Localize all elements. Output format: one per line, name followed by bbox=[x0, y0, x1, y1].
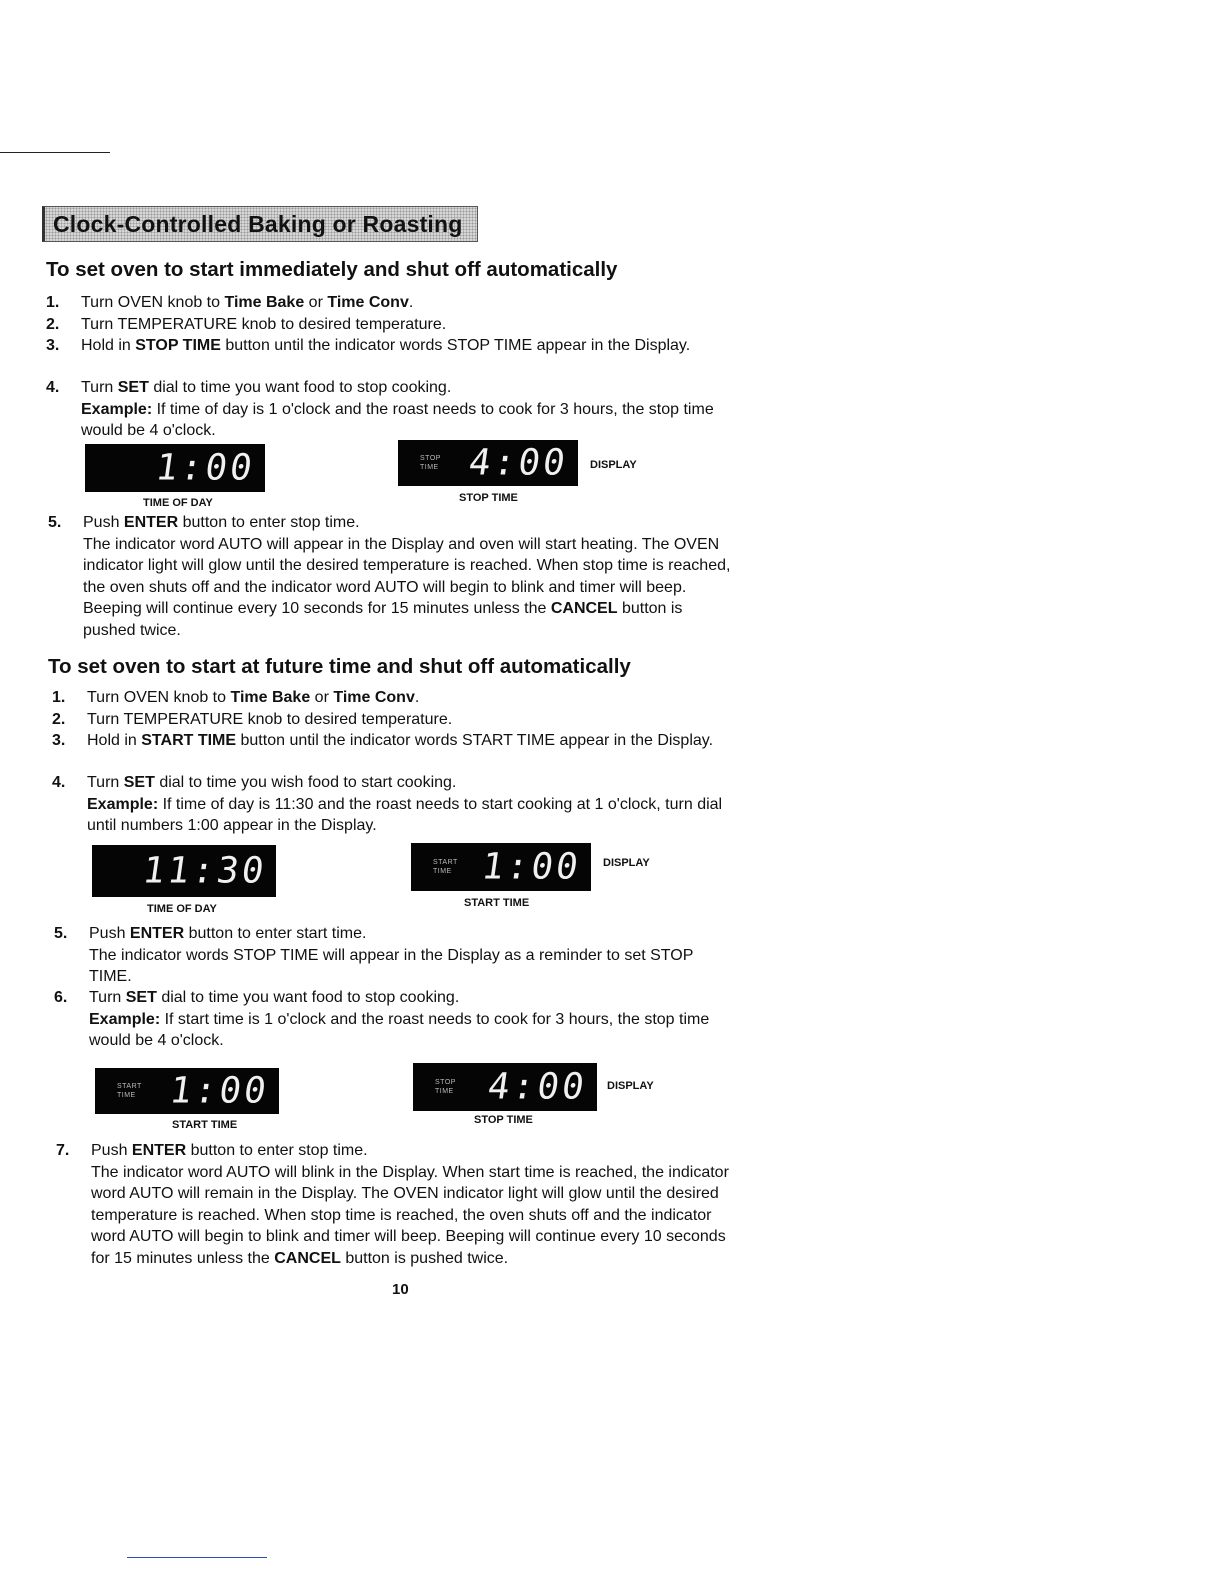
lcd-start-time: START TIME 1:00 bbox=[411, 843, 591, 891]
lcd-caption: TIME OF DAY bbox=[147, 903, 217, 915]
lcd-caption: START TIME bbox=[172, 1119, 238, 1131]
section-banner: Clock-Controlled Baking or Roasting bbox=[42, 206, 478, 242]
lcd-stop-time: STOP TIME 4:00 bbox=[413, 1063, 597, 1111]
lcd-caption: TIME OF DAY bbox=[143, 497, 213, 509]
page-number: 10 bbox=[392, 1281, 409, 1298]
lcd-caption: START TIME bbox=[464, 897, 530, 909]
display-label: DISPLAY bbox=[603, 857, 650, 869]
top-rule bbox=[0, 152, 110, 153]
section1-heading: To set oven to start immediately and shut off automatically bbox=[46, 258, 618, 281]
lcd-stop-time: STOP TIME 4:00 bbox=[398, 440, 578, 486]
lcd-start-time: START TIME 1:00 bbox=[95, 1068, 279, 1114]
lcd-time-of-day: 1:00 bbox=[85, 444, 265, 492]
display-label: DISPLAY bbox=[590, 459, 637, 471]
bottom-rule bbox=[127, 1557, 267, 1558]
lcd-caption: STOP TIME bbox=[474, 1114, 533, 1126]
display-label: DISPLAY bbox=[607, 1080, 654, 1092]
section2-heading: To set oven to start at future time and shut off automatically bbox=[48, 655, 631, 678]
lcd-time-of-day: 11:30 bbox=[92, 845, 276, 897]
lcd-caption: STOP TIME bbox=[459, 492, 518, 504]
